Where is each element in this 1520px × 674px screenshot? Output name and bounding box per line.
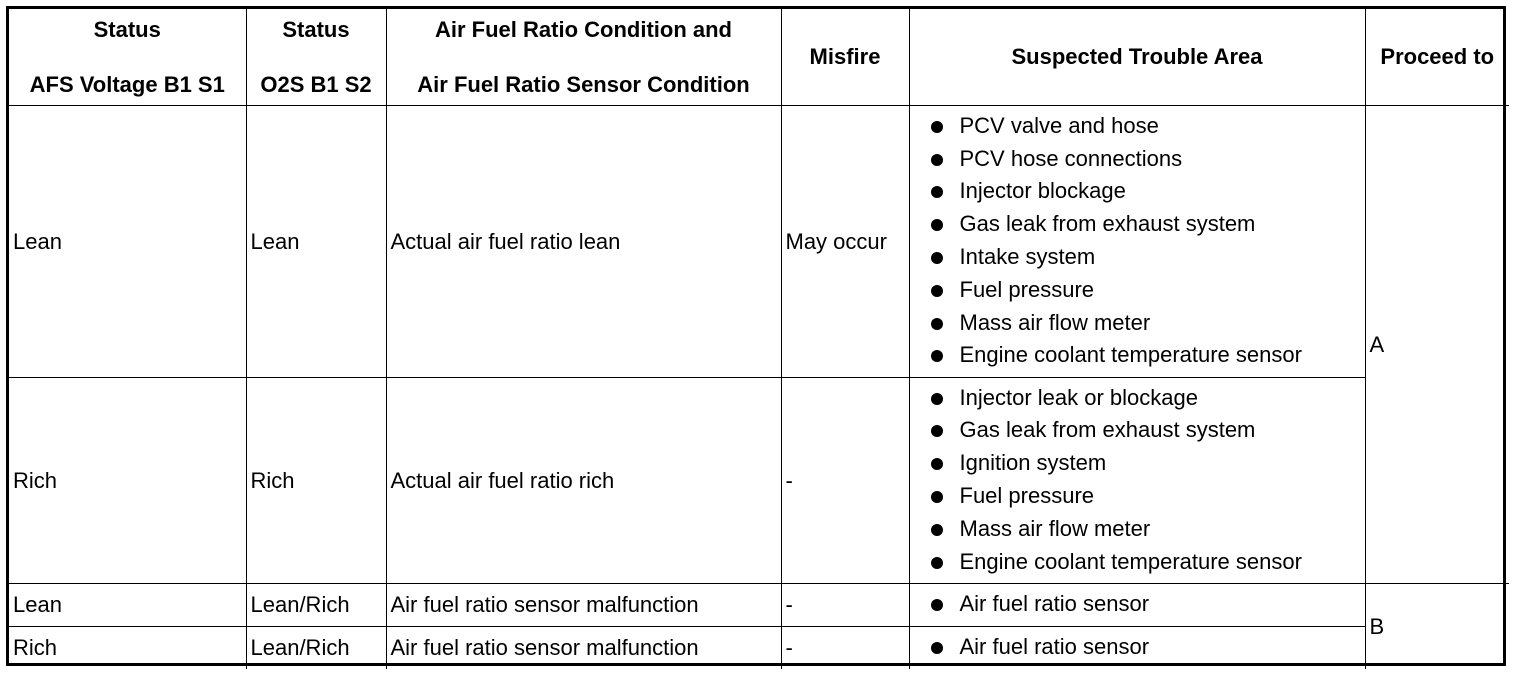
trouble-list [914, 588, 1361, 621]
list-item: Fuel pressure [926, 274, 1361, 307]
trouble-list [914, 631, 1361, 664]
condition-cell: Air fuel ratio sensor malfunction [386, 583, 781, 626]
trouble-table [9, 9, 1509, 669]
o2s-status-cell: Lean [246, 105, 386, 377]
o2s-status-cell: Lean/Rich [246, 626, 386, 669]
header-afs-voltage: Status AFS Voltage B1 S1 [9, 9, 246, 105]
header-o2s: Status O2S B1 S2 [246, 9, 386, 105]
header-misfire: Misfire [781, 9, 909, 105]
list-item: Injector blockage [926, 175, 1361, 208]
proceed-cell: B [1365, 583, 1509, 669]
list-item: Intake system [926, 241, 1361, 274]
trouble-list [914, 110, 1361, 372]
list-item: Engine coolant temperature sensor [926, 546, 1361, 579]
list-item: Engine coolant temperature sensor [926, 339, 1361, 372]
header-suspected-trouble-area: Suspected Trouble Area [909, 9, 1365, 105]
table-row [9, 626, 1509, 669]
list-item: Air fuel ratio sensor [926, 588, 1361, 621]
afs-status-cell: Rich [9, 377, 246, 583]
header-proceed-to: Proceed to [1365, 9, 1509, 105]
proceed-cell: A [1365, 105, 1509, 583]
trouble-area-cell [909, 626, 1365, 669]
list-item: Injector leak or blockage [926, 382, 1361, 415]
list-item: Mass air flow meter [926, 307, 1361, 340]
afs-status-cell: Rich [9, 626, 246, 669]
table-row [9, 377, 1509, 583]
table-row [9, 583, 1509, 626]
trouble-area-cell [909, 377, 1365, 583]
list-item: Ignition system [926, 447, 1361, 480]
table-row [9, 105, 1509, 377]
list-item: Air fuel ratio sensor [926, 631, 1361, 664]
condition-cell: Air fuel ratio sensor malfunction [386, 626, 781, 669]
list-item: Gas leak from exhaust system [926, 414, 1361, 447]
afs-status-cell: Lean [9, 583, 246, 626]
trouble-table-frame [6, 6, 1506, 666]
misfire-cell: - [781, 583, 909, 626]
misfire-cell: May occur [781, 105, 909, 377]
condition-cell: Actual air fuel ratio lean [386, 105, 781, 377]
list-item: Gas leak from exhaust system [926, 208, 1361, 241]
condition-cell: Actual air fuel ratio rich [386, 377, 781, 583]
afs-status-cell: Lean [9, 105, 246, 377]
misfire-cell: - [781, 626, 909, 669]
header-row [9, 9, 1509, 105]
o2s-status-cell: Rich [246, 377, 386, 583]
trouble-area-cell [909, 583, 1365, 626]
list-item: Mass air flow meter [926, 513, 1361, 546]
misfire-cell: - [781, 377, 909, 583]
header-condition: Air Fuel Ratio Condition and Air Fuel Ratio Sensor Condition [386, 9, 781, 105]
list-item: PCV hose connections [926, 143, 1361, 176]
list-item: Fuel pressure [926, 480, 1361, 513]
o2s-status-cell: Lean/Rich [246, 583, 386, 626]
trouble-list [914, 382, 1361, 579]
list-item: PCV valve and hose [926, 110, 1361, 143]
trouble-area-cell [909, 105, 1365, 377]
